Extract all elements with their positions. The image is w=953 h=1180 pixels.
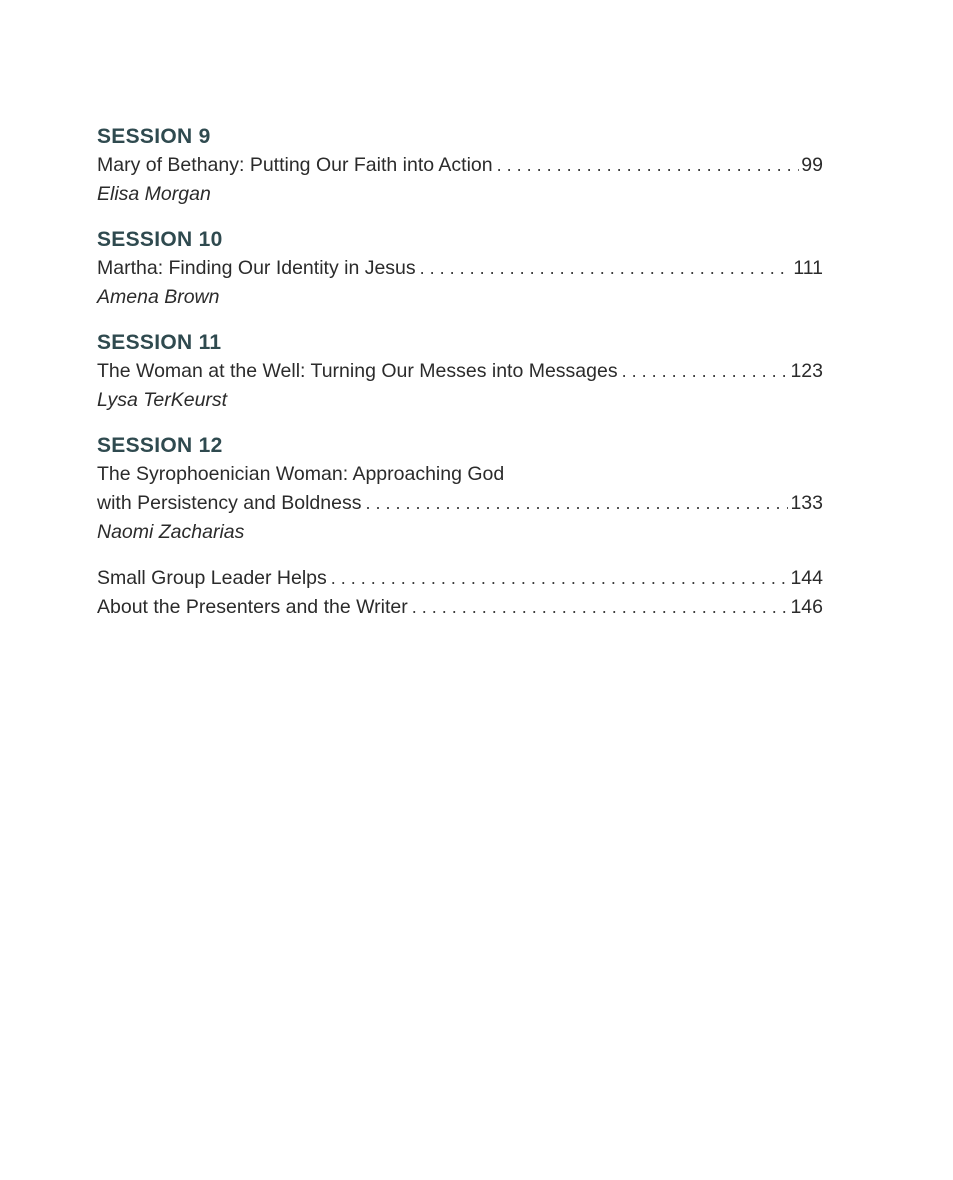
entry-title: Mary of Bethany: Putting Our Faith into Action	[97, 154, 493, 176]
entry-title: The Woman at the Well: Turning Our Messes into Messages	[97, 360, 618, 382]
extra-entries	[97, 564, 823, 622]
presenter-name: Naomi Zacharias	[97, 521, 245, 543]
presenter-name: Amena Brown	[97, 286, 220, 308]
session-label: SESSION 10	[97, 228, 223, 251]
page-number: 146	[790, 596, 823, 618]
session-9-entry	[97, 123, 823, 209]
dot-leader	[331, 564, 789, 593]
session-label: SESSION 11	[97, 331, 222, 354]
presenter-name: Lysa TerKeurst	[97, 389, 228, 411]
session-10-entry	[97, 226, 823, 312]
entry-title: Small Group Leader Helps	[97, 567, 327, 589]
page-number: 133	[790, 492, 823, 514]
page-number: 123	[790, 360, 823, 382]
session-label: SESSION 9	[97, 125, 211, 148]
entry-title: About the Presenters and the Writer	[97, 596, 408, 618]
dot-leader	[420, 254, 792, 283]
session-label: SESSION 12	[97, 434, 223, 457]
entry-title: with Persistency and Boldness	[97, 492, 362, 514]
dot-leader	[365, 489, 788, 518]
toc-entry[interactable]	[97, 357, 823, 386]
table-of-contents	[97, 123, 823, 622]
entry-title-first-line: The Syrophoenician Woman: Approaching God	[97, 463, 505, 485]
page-number: 99	[801, 154, 823, 176]
toc-entry[interactable]	[97, 489, 823, 518]
dot-leader	[622, 357, 789, 386]
page-number: 144	[790, 567, 823, 589]
toc-entry-about-presenters[interactable]	[97, 593, 823, 622]
page-number: 111	[793, 257, 823, 279]
toc-entry[interactable]	[97, 254, 823, 283]
session-11-entry	[97, 329, 823, 415]
dot-leader	[412, 593, 789, 622]
toc-entry-leader-helps[interactable]	[97, 564, 823, 593]
entry-title: Martha: Finding Our Identity in Jesus	[97, 257, 416, 279]
presenter-name: Elisa Morgan	[97, 183, 211, 205]
session-12-entry	[97, 432, 823, 547]
toc-entry[interactable]	[97, 151, 823, 180]
dot-leader	[497, 151, 800, 180]
